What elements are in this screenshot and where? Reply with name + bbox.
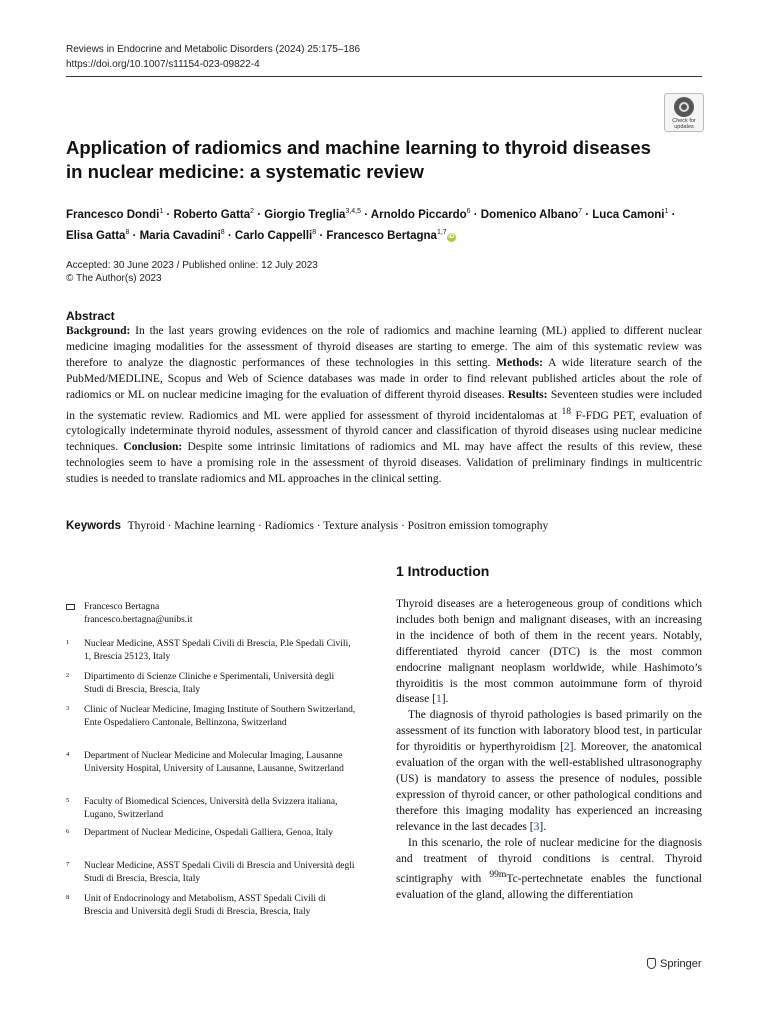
affiliation bbox=[66, 893, 356, 919]
publisher-name: Springer bbox=[660, 958, 702, 970]
orcid-icon[interactable]: iD bbox=[448, 233, 455, 240]
author-affiliation-ref: 1 bbox=[159, 208, 164, 215]
intro-paragraph: The diagnosis of thyroid pathologies is based primarily on the assessment of its function with laboratory blood test, in particular for thyroiditis or hyperthyroidism [2]. Moreover, the anatomical evaluation of the organ with the well-established ultrasonography (US) is mandatory to assess the presence of nodules, possible expression of thyroid cancer, or other pathological conditions and therefore this imaging modality has experienced an increasing relevance in the last decades [3]. bbox=[396, 709, 702, 833]
accepted-published-date: Accepted: 30 June 2023 / Published online: 12 July 2023 bbox=[66, 260, 318, 271]
author-affiliation-ref: 1 bbox=[664, 208, 669, 215]
intro-paragraph bbox=[396, 836, 702, 904]
affiliation-number: 8 bbox=[66, 894, 70, 901]
affiliation-number: 4 bbox=[66, 751, 70, 758]
author-affiliation-ref: 1,7 bbox=[436, 228, 447, 236]
author-name[interactable]: Roberto Gatta bbox=[173, 208, 251, 221]
affiliation-number: 6 bbox=[66, 828, 70, 835]
background-text: In the last years growing evidences on the role of radiomics and machine learning (ML) applied to different nuclear medicine imaging modalities for the assessment of thyroid diseases are starting to emerge. The aim of this systematic review was therefore to analyze the diagnostic performances of these technologies in this setting. bbox=[66, 325, 703, 369]
intro-text: In this scenario, the role of nuclear medicine for the diagnosis and treatment of thyroid conditions is central. Thyroid scintigraphy with bbox=[396, 836, 702, 886]
results-text-continued: F-FDG PET, evaluation of cytologically indeterminate thyroid nodules, assessment of thyroid cancer and classification of thyroid diseases using nuclear medicine techniques. bbox=[66, 409, 702, 454]
methods-text: A wide literature search of the PubMed/MEDLINE, Scopus and Web of Science databases was made in order to find relevant published articles about the role of radiomics or ML on nuclear medicine imaging for the evaluation of different thyroid diseases. bbox=[66, 356, 703, 401]
author-name[interactable]: Carlo Cappelli bbox=[234, 229, 313, 242]
affiliation-text: Nuclear Medicine, ASST Spedali Civili di Brescia, P.le Spedali Civili, 1, Brescia 25123, Italy bbox=[84, 639, 351, 662]
affiliation-text: Department of Nuclear Medicine, Ospedali Galliera, Genoa, Italy bbox=[84, 828, 334, 838]
citation-link[interactable]: 3 bbox=[533, 820, 540, 833]
affiliation-text: Dipartimento di Scienze Cliniche e Sperimentali, Università degli Studi di Brescia, Brescia, Italy bbox=[84, 672, 335, 695]
affiliation bbox=[66, 860, 356, 886]
methods-label: Methods: bbox=[496, 356, 543, 369]
author-affiliation-ref: 8 bbox=[220, 228, 225, 236]
journal-header bbox=[66, 42, 360, 72]
intro-text: The diagnosis of thyroid pathologies is based primarily on the assessment of its function with laboratory blood test, in particular for thyroiditis or hyperthyroidism bbox=[396, 709, 702, 754]
author-name[interactable]: Luca Camoni bbox=[592, 208, 665, 221]
affiliation-text: Unit of Endocrinology and Metabolism, ASST Spedali Civili di Brescia and Università degli Studi di Brescia, Brescia, Italy bbox=[84, 894, 326, 917]
author-name[interactable]: Maria Cavadini bbox=[139, 229, 221, 242]
author-affiliation-ref: 8 bbox=[125, 228, 130, 236]
affiliation-text: Faculty of Biomedical Sciences, Università della Svizzera italiana, Lugano, Switzerland bbox=[84, 797, 338, 820]
copyright-notice: © The Author(s) 2023 bbox=[66, 273, 162, 284]
abstract-body bbox=[66, 324, 702, 488]
introduction-body bbox=[396, 597, 702, 904]
affiliation-number: 5 bbox=[66, 797, 70, 804]
results-label: Results: bbox=[507, 388, 548, 401]
article-title: Application of radiomics and machine learning to thyroid diseases in nuclear medicine: a systematic review bbox=[66, 137, 651, 182]
badge-label: Check for updates bbox=[672, 118, 696, 130]
header-divider bbox=[66, 76, 702, 77]
citation-link[interactable]: 2 bbox=[563, 741, 570, 754]
author-affiliation-ref: 3,4,5 bbox=[345, 208, 361, 215]
check-updates-icon bbox=[674, 97, 694, 117]
affiliation-number: 2 bbox=[66, 672, 70, 679]
correspondence bbox=[66, 601, 366, 627]
affiliation bbox=[66, 704, 356, 730]
corresponding-email[interactable]: francesco.bertagna@unibs.it bbox=[84, 615, 193, 625]
affiliation-text: Clinic of Nuclear Medicine, Imaging Institute of Southern Switzerland, Ente Ospedaliero Cantonale, Bellinzona, Switzerland bbox=[84, 705, 356, 728]
abstract-heading: Abstract bbox=[66, 309, 115, 323]
introduction-heading: 1 Introduction bbox=[396, 563, 490, 579]
isotope-superscript: 99m bbox=[489, 869, 507, 881]
author-affiliation-ref: 6 bbox=[466, 208, 471, 215]
keywords-label: Keywords bbox=[66, 520, 121, 532]
affiliation bbox=[66, 750, 356, 776]
affiliation-number: 1 bbox=[66, 639, 70, 646]
check-for-updates-badge[interactable] bbox=[664, 93, 704, 132]
publication-dates bbox=[66, 259, 318, 285]
keywords-text: Thyroid · Machine learning · Radiomics · Texture analysis · Positron emission tomography bbox=[127, 520, 549, 532]
intro-text: Moreover, the anatomical evaluation of the organ with the well-established ultrasonography (US) is mandatory to assess the presence of nodules, possible expression of thyroid cancer, or other pathological conditions and therefore this imaging modality has experienced an increasing relevance in the last decades bbox=[396, 741, 702, 833]
results-text: Seventeen studies were included in the systematic review. Radiomics and ML were applied for assessment of thyroid incidentalomas at bbox=[66, 388, 702, 422]
affiliation bbox=[66, 638, 356, 664]
isotope-superscript: 18 bbox=[561, 405, 572, 417]
corresponding-author: Francesco Bertagna bbox=[84, 602, 160, 612]
author-list: Francesco Dondi$^1$ · Roberto Gatta$^2$ · Giorgio Treglia$^{3,4,5}$ · Arnoldo Piccardo$^6$ · Domenico Albano$^7$ · Luca Camoni$^1$ · Elisa Gatta$^8$ · Maria Cavadini$^8$ · Carlo Cappelli$^8$ · Francesco Bertagna$^{1,7}$iD bbox=[66, 208, 676, 242]
affiliation bbox=[66, 671, 356, 697]
conclusion-label: Conclusion: bbox=[123, 441, 183, 454]
springer-horse-icon bbox=[647, 958, 656, 969]
affiliation bbox=[66, 827, 356, 840]
keywords-line bbox=[66, 519, 706, 534]
doi-link[interactable]: https://doi.org/10.1007/s11154-023-09822-4 bbox=[66, 59, 260, 70]
author-affiliation-ref: 8 bbox=[312, 228, 317, 236]
author-name[interactable]: Arnoldo Piccardo bbox=[370, 208, 467, 221]
affiliation bbox=[66, 796, 356, 822]
intro-text: Tc-pertechnetate enables the functional evaluation of the gland, allowing the differentiation bbox=[396, 873, 702, 902]
author-name[interactable]: Francesco Bertagna bbox=[326, 229, 437, 242]
author-name[interactable]: Domenico Albano bbox=[480, 208, 579, 221]
intro-text: Thyroid diseases are a heterogeneous group of conditions which includes both benign and malignant diseases, with an increasing in the incidence of both of them in the recent years. Notably, differentiated thyroid cancer (DTC) is the most common endocrine malignant neoplasm worldwide, while Hashimoto’s thyroiditis is the most common autoimmune form of thyroid disease bbox=[396, 598, 702, 706]
affiliation-number: 7 bbox=[66, 861, 70, 868]
author-name[interactable]: Francesco Dondi bbox=[66, 208, 160, 221]
journal-citation: Reviews in Endocrine and Metabolic Disorders (2024) 25:175–186 bbox=[66, 44, 361, 55]
intro-paragraph: Thyroid diseases are a heterogeneous group of conditions which includes both benign and malignant diseases, with an increasing in the incidence of both of them in the recent years. Notably, differentiated thyroid cancer (DTC) is the most common endocrine malignant neoplasm worldwide, while Hashimoto’s thyroiditis is the most common autoimmune form of thyroid disease [1]. bbox=[396, 598, 702, 706]
affiliation-text: Department of Nuclear Medicine and Molecular Imaging, Lausanne University Hospital, University of Lausanne, Lausanne, Switzerland bbox=[84, 751, 344, 774]
publisher-logo bbox=[647, 958, 702, 970]
envelope-icon bbox=[66, 604, 75, 610]
author-name[interactable]: Elisa Gatta bbox=[66, 229, 126, 242]
author-affiliation-ref: 7 bbox=[578, 208, 583, 215]
conclusion-text: Despite some intrinsic limitations of radiomics and ML may have affect the results of this review, these technologies seem to have a promising role in the assessment of thyroid diseases. Validation of preliminary findings in multicentric studies is needed to translate radiomics and ML approaches in the clinical setting. bbox=[66, 441, 703, 485]
citation-link[interactable]: 1 bbox=[435, 693, 442, 706]
background-label: Background: bbox=[66, 325, 131, 337]
affiliation-number: 3 bbox=[66, 705, 70, 712]
affiliation-text: Nuclear Medicine, ASST Spedali Civili di Brescia and Università degli Studi di Brescia, Brescia, Italy bbox=[84, 861, 355, 884]
author-affiliation-ref: 2 bbox=[250, 208, 255, 215]
author-name[interactable]: Giorgio Treglia bbox=[264, 208, 346, 221]
